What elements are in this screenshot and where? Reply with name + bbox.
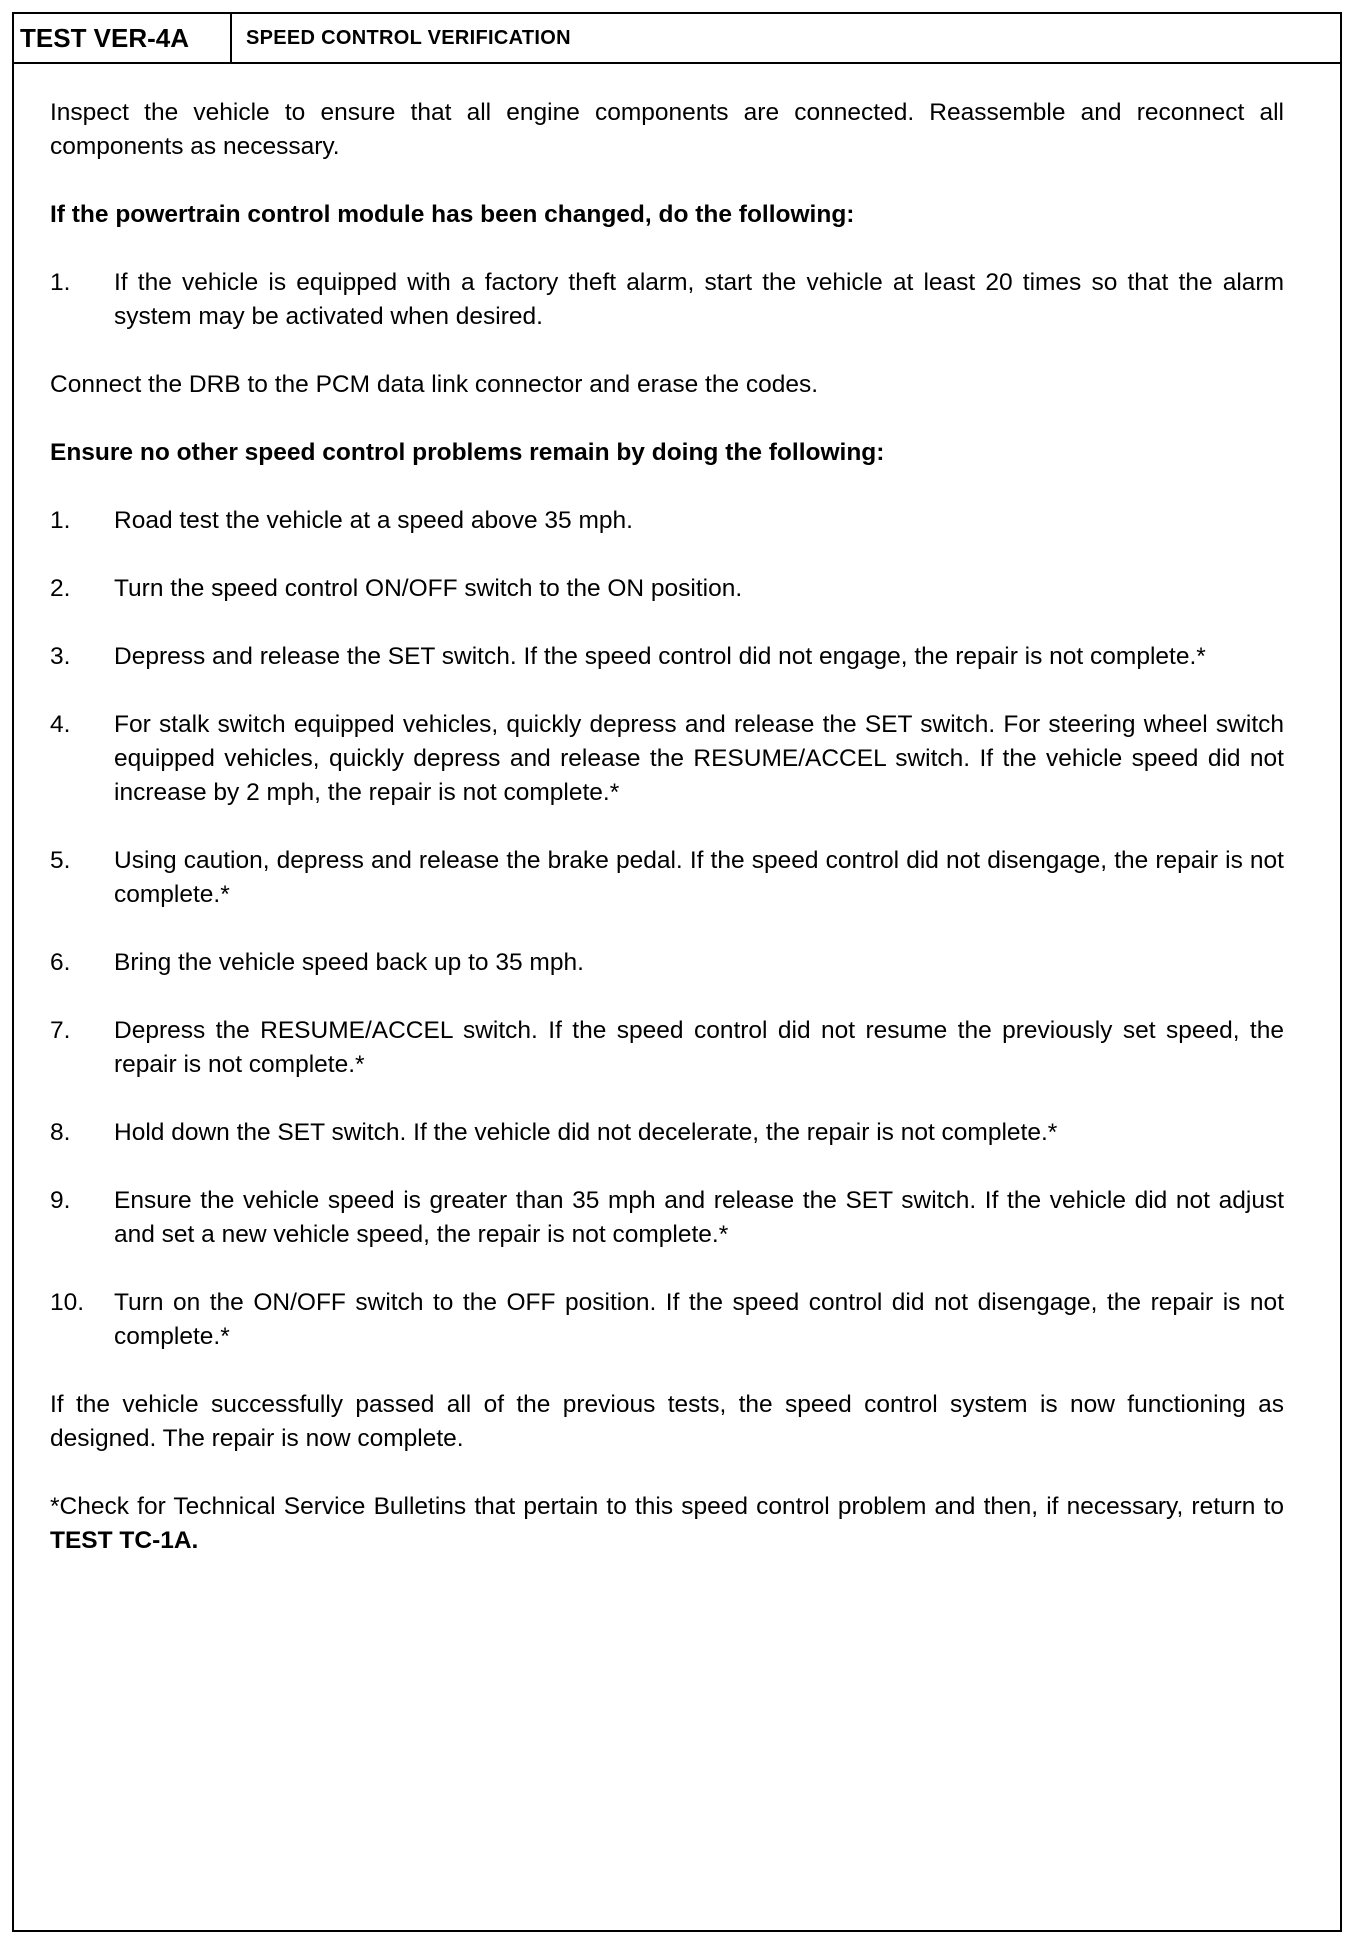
verification-step xyxy=(50,844,1284,912)
intro-paragraph: Inspect the vehicle to ensure that all engine components are connected. Reassemble and reconnect all components as necessary. xyxy=(50,99,1284,160)
conclusion-paragraph: If the vehicle successfully passed all of the previous tests, the speed control system is now functioning as designed. The repair is now complete. xyxy=(50,1391,1284,1452)
verification-step xyxy=(50,1116,1284,1150)
test-id-label: TEST VER-4A xyxy=(14,14,232,62)
step-text: Turn the speed control ON/OFF switch to the ON position. xyxy=(114,575,743,602)
step-number: 1. xyxy=(50,269,71,296)
ensure-heading: Ensure no other speed control problems remain by doing the following: xyxy=(50,439,885,466)
verification-step xyxy=(50,640,1284,674)
step-number: 3. xyxy=(50,643,71,670)
footnote-text: *Check for Technical Service Bulletins that pertain to this speed control problem and then, if necessary, return to xyxy=(50,1493,1284,1520)
verification-step xyxy=(50,1014,1284,1082)
step-number: 4. xyxy=(50,711,71,738)
step-text: Bring the vehicle speed back up to 35 mph. xyxy=(114,949,584,976)
step-number: 2. xyxy=(50,575,71,602)
step-text: Road test the vehicle at a speed above 35 mph. xyxy=(114,507,633,534)
verification-step xyxy=(50,946,1284,980)
step-text: Ensure the vehicle speed is greater than 35 mph and release the SET switch. If the vehicle did not adjust and set a new vehicle speed, the repair is not complete.* xyxy=(114,1187,1284,1248)
step-text: Hold down the SET switch. If the vehicle did not decelerate, the repair is not complete.* xyxy=(114,1119,1058,1146)
procedure-body xyxy=(50,96,1284,1592)
pcm-changed-heading: If the powertrain control module has been changed, do the following: xyxy=(50,201,855,228)
header-row xyxy=(14,14,1340,64)
step-text: Turn on the ON/OFF switch to the OFF position. If the speed control did not disengage, the repair is not complete.* xyxy=(114,1289,1284,1350)
step-text: Using caution, depress and release the brake pedal. If the speed control did not disengage, the repair is not complete.* xyxy=(114,847,1284,908)
step-number: 10. xyxy=(50,1289,85,1316)
step-text: Depress the RESUME/ACCEL switch. If the speed control did not resume the previously set speed, the repair is not complete.* xyxy=(114,1017,1284,1078)
connect-drb-paragraph: Connect the DRB to the PCM data link connector and erase the codes. xyxy=(50,371,819,398)
step-number: 7. xyxy=(50,1017,71,1044)
step-number: 8. xyxy=(50,1119,71,1146)
step-text: For stalk switch equipped vehicles, quickly depress and release the SET switch. For steering wheel switch equipped vehicles, quickly depress and release the RESUME/ACCEL switch. If the vehicle speed did not increase by 2 mph, the repair is not complete.* xyxy=(114,711,1284,806)
footnote-paragraph xyxy=(50,1490,1284,1558)
verification-step xyxy=(50,572,1284,606)
verification-step xyxy=(50,708,1284,810)
test-reference-link: TEST TC-1A. xyxy=(50,1527,199,1554)
step-number: 9. xyxy=(50,1187,71,1214)
verification-step xyxy=(50,1286,1284,1354)
step-text: If the vehicle is equipped with a factory theft alarm, start the vehicle at least 20 times so that the alarm system may be activated when desired. xyxy=(114,269,1284,330)
step-number: 1. xyxy=(50,507,71,534)
test-title: SPEED CONTROL VERIFICATION xyxy=(246,27,571,49)
step-number: 6. xyxy=(50,949,71,976)
verification-step xyxy=(50,1184,1284,1252)
step-text: Depress and release the SET switch. If the speed control did not engage, the repair is not complete.* xyxy=(114,643,1206,670)
verification-step xyxy=(50,504,1284,538)
pcm-step xyxy=(50,266,1284,334)
step-number: 5. xyxy=(50,847,71,874)
